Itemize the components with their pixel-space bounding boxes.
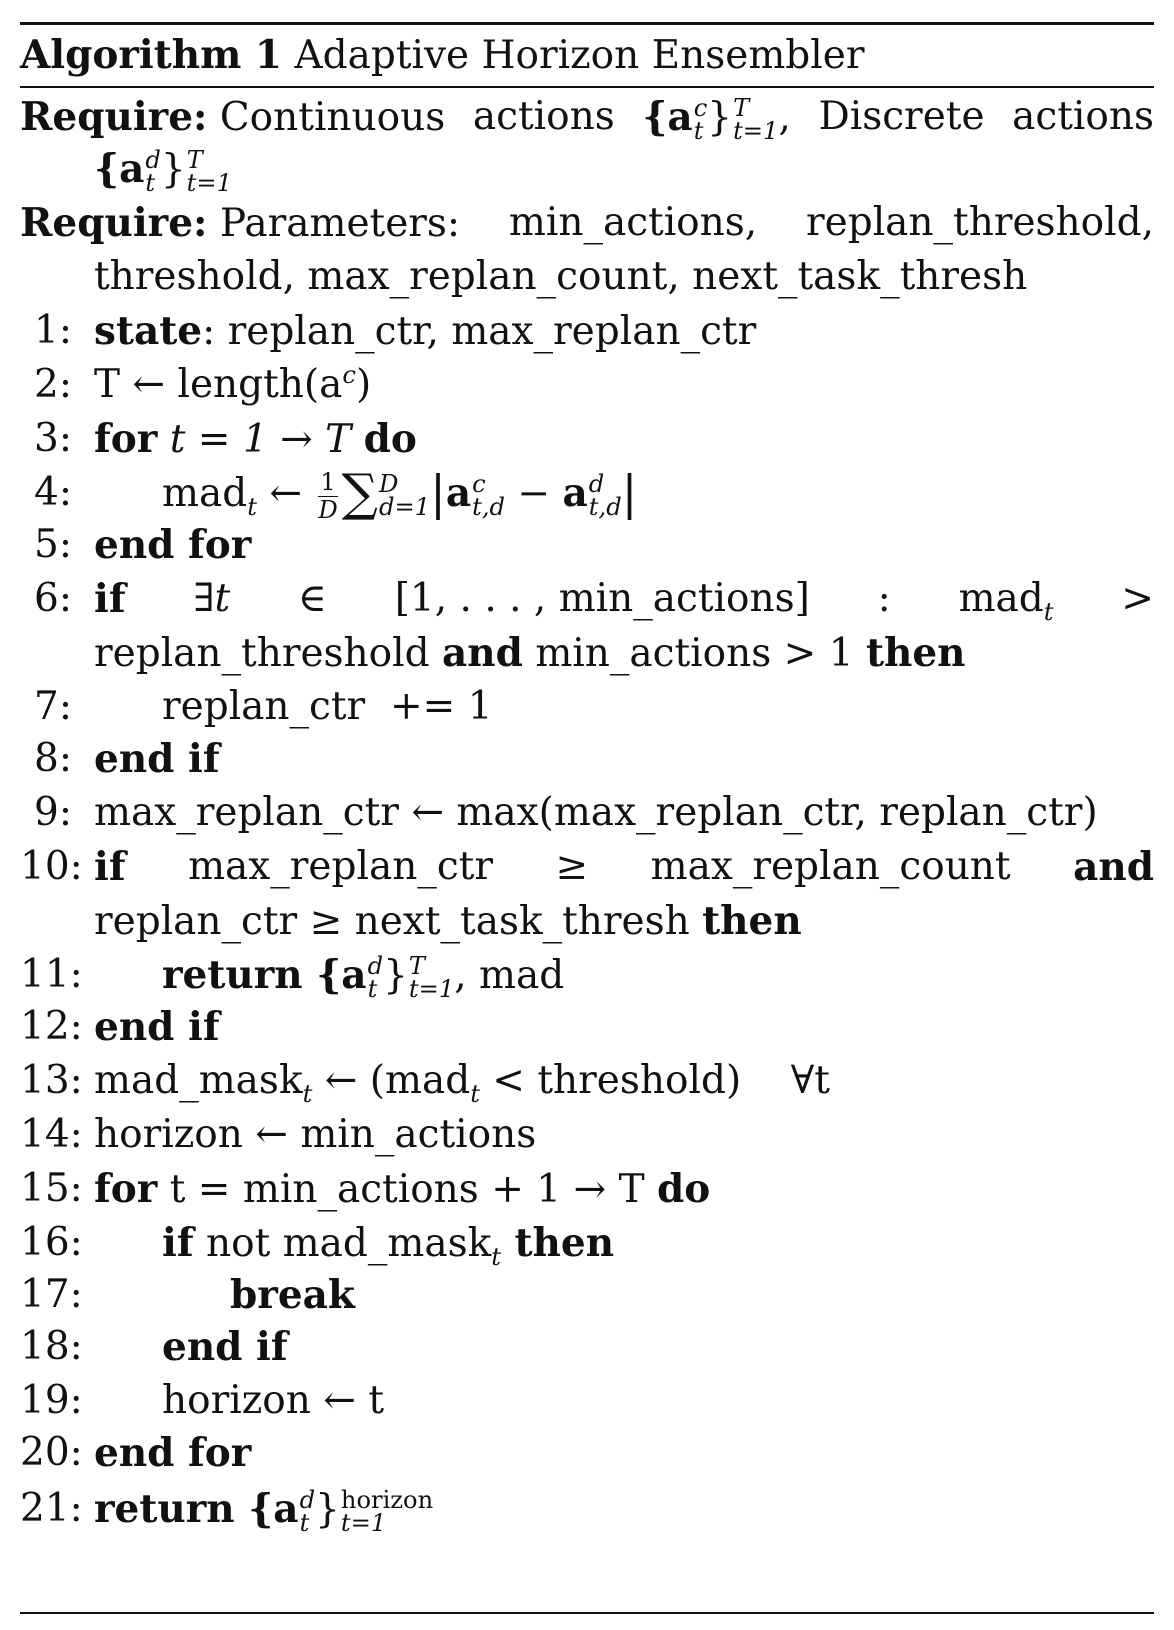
require-2-lead: Parameters: — [219, 201, 461, 246]
set-close: } — [383, 953, 408, 998]
line-text: not mad_mask — [193, 1221, 492, 1266]
sub-td: t,d — [472, 493, 506, 521]
set-open: {a — [302, 952, 367, 998]
keyword: if — [94, 844, 126, 890]
sup-T: T — [733, 94, 750, 123]
require-2-cont: threshold, max_replan_count, next_task_thresh — [94, 254, 1028, 299]
sup-T: T — [186, 146, 203, 175]
line-number: 10: — [20, 844, 83, 889]
sub: t — [247, 492, 257, 521]
line-text: replan_threshold — [94, 631, 430, 676]
line-number: 4: — [34, 470, 72, 515]
require-line-1 — [20, 92, 1154, 143]
keyword: do — [363, 416, 417, 462]
script-range — [408, 952, 455, 1003]
line-number: 6: — [34, 576, 72, 621]
param-min-actions: min_actions, — [508, 200, 758, 245]
keyword: and — [442, 630, 523, 676]
keyword: end for — [94, 1430, 252, 1476]
sub-t1: t=1 — [186, 169, 233, 197]
set-open: {a — [94, 146, 145, 192]
keyword: do — [656, 1166, 711, 1212]
arrow: ← — [256, 471, 315, 516]
keyword: if — [162, 1220, 194, 1266]
line-number: 12: — [20, 1004, 83, 1049]
sup-horizon: horizon — [340, 1486, 434, 1515]
sub: t — [470, 1079, 480, 1108]
script-c — [472, 470, 506, 521]
keyword: then — [865, 630, 966, 676]
line-tail: < threshold) ∀t — [479, 1058, 830, 1103]
sum-upper: D — [378, 470, 399, 499]
line-tail: ) — [355, 362, 372, 407]
gt-symbol: > — [1121, 576, 1154, 621]
sub-t: t — [145, 169, 156, 197]
require-1-text: Continuous — [219, 95, 446, 140]
keyword: end if — [162, 1324, 288, 1370]
line-number: 20: — [20, 1430, 83, 1475]
sum-limits — [378, 470, 431, 521]
algorithm-caption — [20, 28, 864, 83]
keyword: then — [702, 898, 802, 944]
abs-bar: | — [621, 467, 638, 521]
keyword: end for — [94, 522, 252, 568]
set-close: } — [315, 1487, 340, 1532]
line-number: 7: — [34, 684, 72, 729]
sup-d: d — [588, 470, 605, 499]
line-number: 13: — [20, 1058, 83, 1103]
sub-t1: t=1 — [340, 1509, 387, 1537]
sup-T: T — [408, 952, 426, 981]
line-number: 5: — [34, 522, 72, 567]
caption-rule — [20, 86, 1154, 88]
keyword: break — [230, 1272, 355, 1318]
denominator: D — [318, 495, 338, 524]
vec-a: a — [562, 470, 588, 516]
abs-bar: | — [430, 467, 446, 521]
keyword: end if — [94, 736, 220, 782]
line-text: mad — [162, 471, 248, 516]
keyword: return — [162, 952, 303, 998]
line-number: 9: — [34, 790, 72, 835]
sub-td: t,d — [588, 493, 622, 521]
algorithm-name: Adaptive Horizon Ensembler — [294, 33, 865, 78]
line-text: horizon ← t — [162, 1378, 385, 1423]
sub-t1: t=1 — [733, 117, 779, 145]
sup-d: d — [367, 952, 384, 981]
script-c — [693, 94, 708, 145]
top-rule — [20, 22, 1154, 25]
sup-c: c — [693, 94, 708, 123]
geq-symbol: ≥ — [555, 844, 589, 889]
sum-lower: d=1 — [378, 493, 431, 521]
keyword: for — [94, 416, 158, 462]
mad: mad — [958, 576, 1044, 621]
script-d — [367, 952, 384, 1003]
line-6-justified — [94, 574, 1154, 624]
sup: c — [342, 361, 356, 389]
line-number: 19: — [20, 1378, 83, 1423]
max-replan-ctr: max_replan_ctr — [188, 844, 493, 889]
require-keyword: Require: — [20, 94, 208, 140]
line-text: : replan_ctr, max_replan_ctr — [202, 309, 757, 354]
set-open: {a — [642, 94, 693, 140]
sub-t: t — [299, 1509, 310, 1537]
sup-d: d — [145, 146, 161, 175]
comma: , — [778, 95, 791, 140]
line-number: 1: — [34, 308, 72, 353]
script-d — [145, 146, 161, 197]
param-replan-threshold: replan_threshold, — [806, 200, 1154, 245]
script-d — [299, 1486, 316, 1537]
max-replan-count: max_replan_count — [650, 844, 1011, 889]
set-close: } — [707, 95, 733, 140]
line-mid: ← (mad — [312, 1058, 471, 1103]
line-number: 11: — [20, 952, 83, 997]
sub: t — [302, 1079, 313, 1108]
script-range — [340, 1486, 434, 1537]
line-number: 8: — [34, 736, 72, 781]
script-range — [186, 146, 233, 197]
line-number: 17: — [20, 1272, 83, 1317]
fraction — [318, 469, 337, 523]
exists-t: ∃t — [193, 576, 231, 621]
line-tail: , mad — [454, 953, 565, 998]
require-keyword: Require: — [20, 200, 208, 246]
keyword: end if — [94, 1004, 220, 1050]
algorithm-label: Algorithm 1 — [20, 32, 283, 78]
numerator: 1 — [320, 467, 336, 496]
line-text: min_actions > 1 — [535, 631, 854, 676]
keyword: if — [94, 576, 126, 622]
require-2-justified — [20, 198, 1154, 249]
line-number: 16: — [20, 1220, 83, 1265]
require-1-justified — [20, 92, 1154, 143]
colon: : — [877, 576, 891, 621]
sub-t: t — [693, 117, 704, 145]
require-1-set-d — [94, 144, 232, 195]
script-range — [733, 94, 779, 145]
sub: t — [491, 1242, 501, 1271]
algorithm-block — [20, 0, 1154, 1630]
line-text: T ← length(a — [94, 362, 343, 407]
line-text: t = 1 → T — [157, 417, 364, 462]
in-symbol: ∈ — [298, 576, 327, 621]
sup-c: c — [472, 470, 486, 499]
sub-t: t — [1043, 597, 1054, 626]
require-1-set-c — [642, 92, 791, 143]
line-number: 3: — [34, 416, 72, 461]
sub-t1: t=1 — [408, 975, 455, 1003]
keyword: and — [1073, 844, 1154, 890]
require-line-2 — [20, 198, 1154, 249]
line-number: 14: — [20, 1112, 83, 1157]
keyword: state — [94, 308, 203, 354]
line-number: 18: — [20, 1324, 83, 1369]
line-text: replan_ctr ≥ next_task_thresh — [94, 899, 690, 944]
set-close: } — [160, 147, 186, 192]
line-text: t = min_actions + 1 → T — [157, 1167, 657, 1212]
line-text: replan_ctr += 1 — [162, 684, 493, 729]
line-text: mad_mask — [94, 1058, 303, 1103]
require-1-text-2: Discrete — [818, 94, 985, 139]
keyword: return — [94, 1486, 235, 1532]
line-number: 2: — [34, 362, 72, 407]
set-open: {a — [234, 1486, 299, 1532]
script-d — [588, 470, 622, 521]
vec-a: a — [445, 470, 472, 516]
range: [1, . . . , min_actions] — [394, 576, 810, 621]
bottom-rule — [20, 1612, 1154, 1614]
sum-symbol: ∑ — [341, 463, 378, 522]
minus: − — [505, 471, 563, 516]
sup-d: d — [299, 1486, 316, 1515]
line-number: 15: — [20, 1166, 83, 1211]
keyword: then — [500, 1220, 615, 1266]
keyword: for — [94, 1166, 158, 1212]
line-number: 21: — [20, 1486, 83, 1531]
require-1-word-2: actions — [1012, 94, 1154, 139]
line-text: max_replan_ctr ← max(max_replan_ctr, replan_ctr) — [94, 790, 1098, 835]
line-text: horizon ← min_actions — [94, 1112, 537, 1157]
sub-t: t — [367, 975, 378, 1003]
line-10-justified — [94, 842, 1154, 892]
require-1-word: actions — [472, 94, 615, 139]
